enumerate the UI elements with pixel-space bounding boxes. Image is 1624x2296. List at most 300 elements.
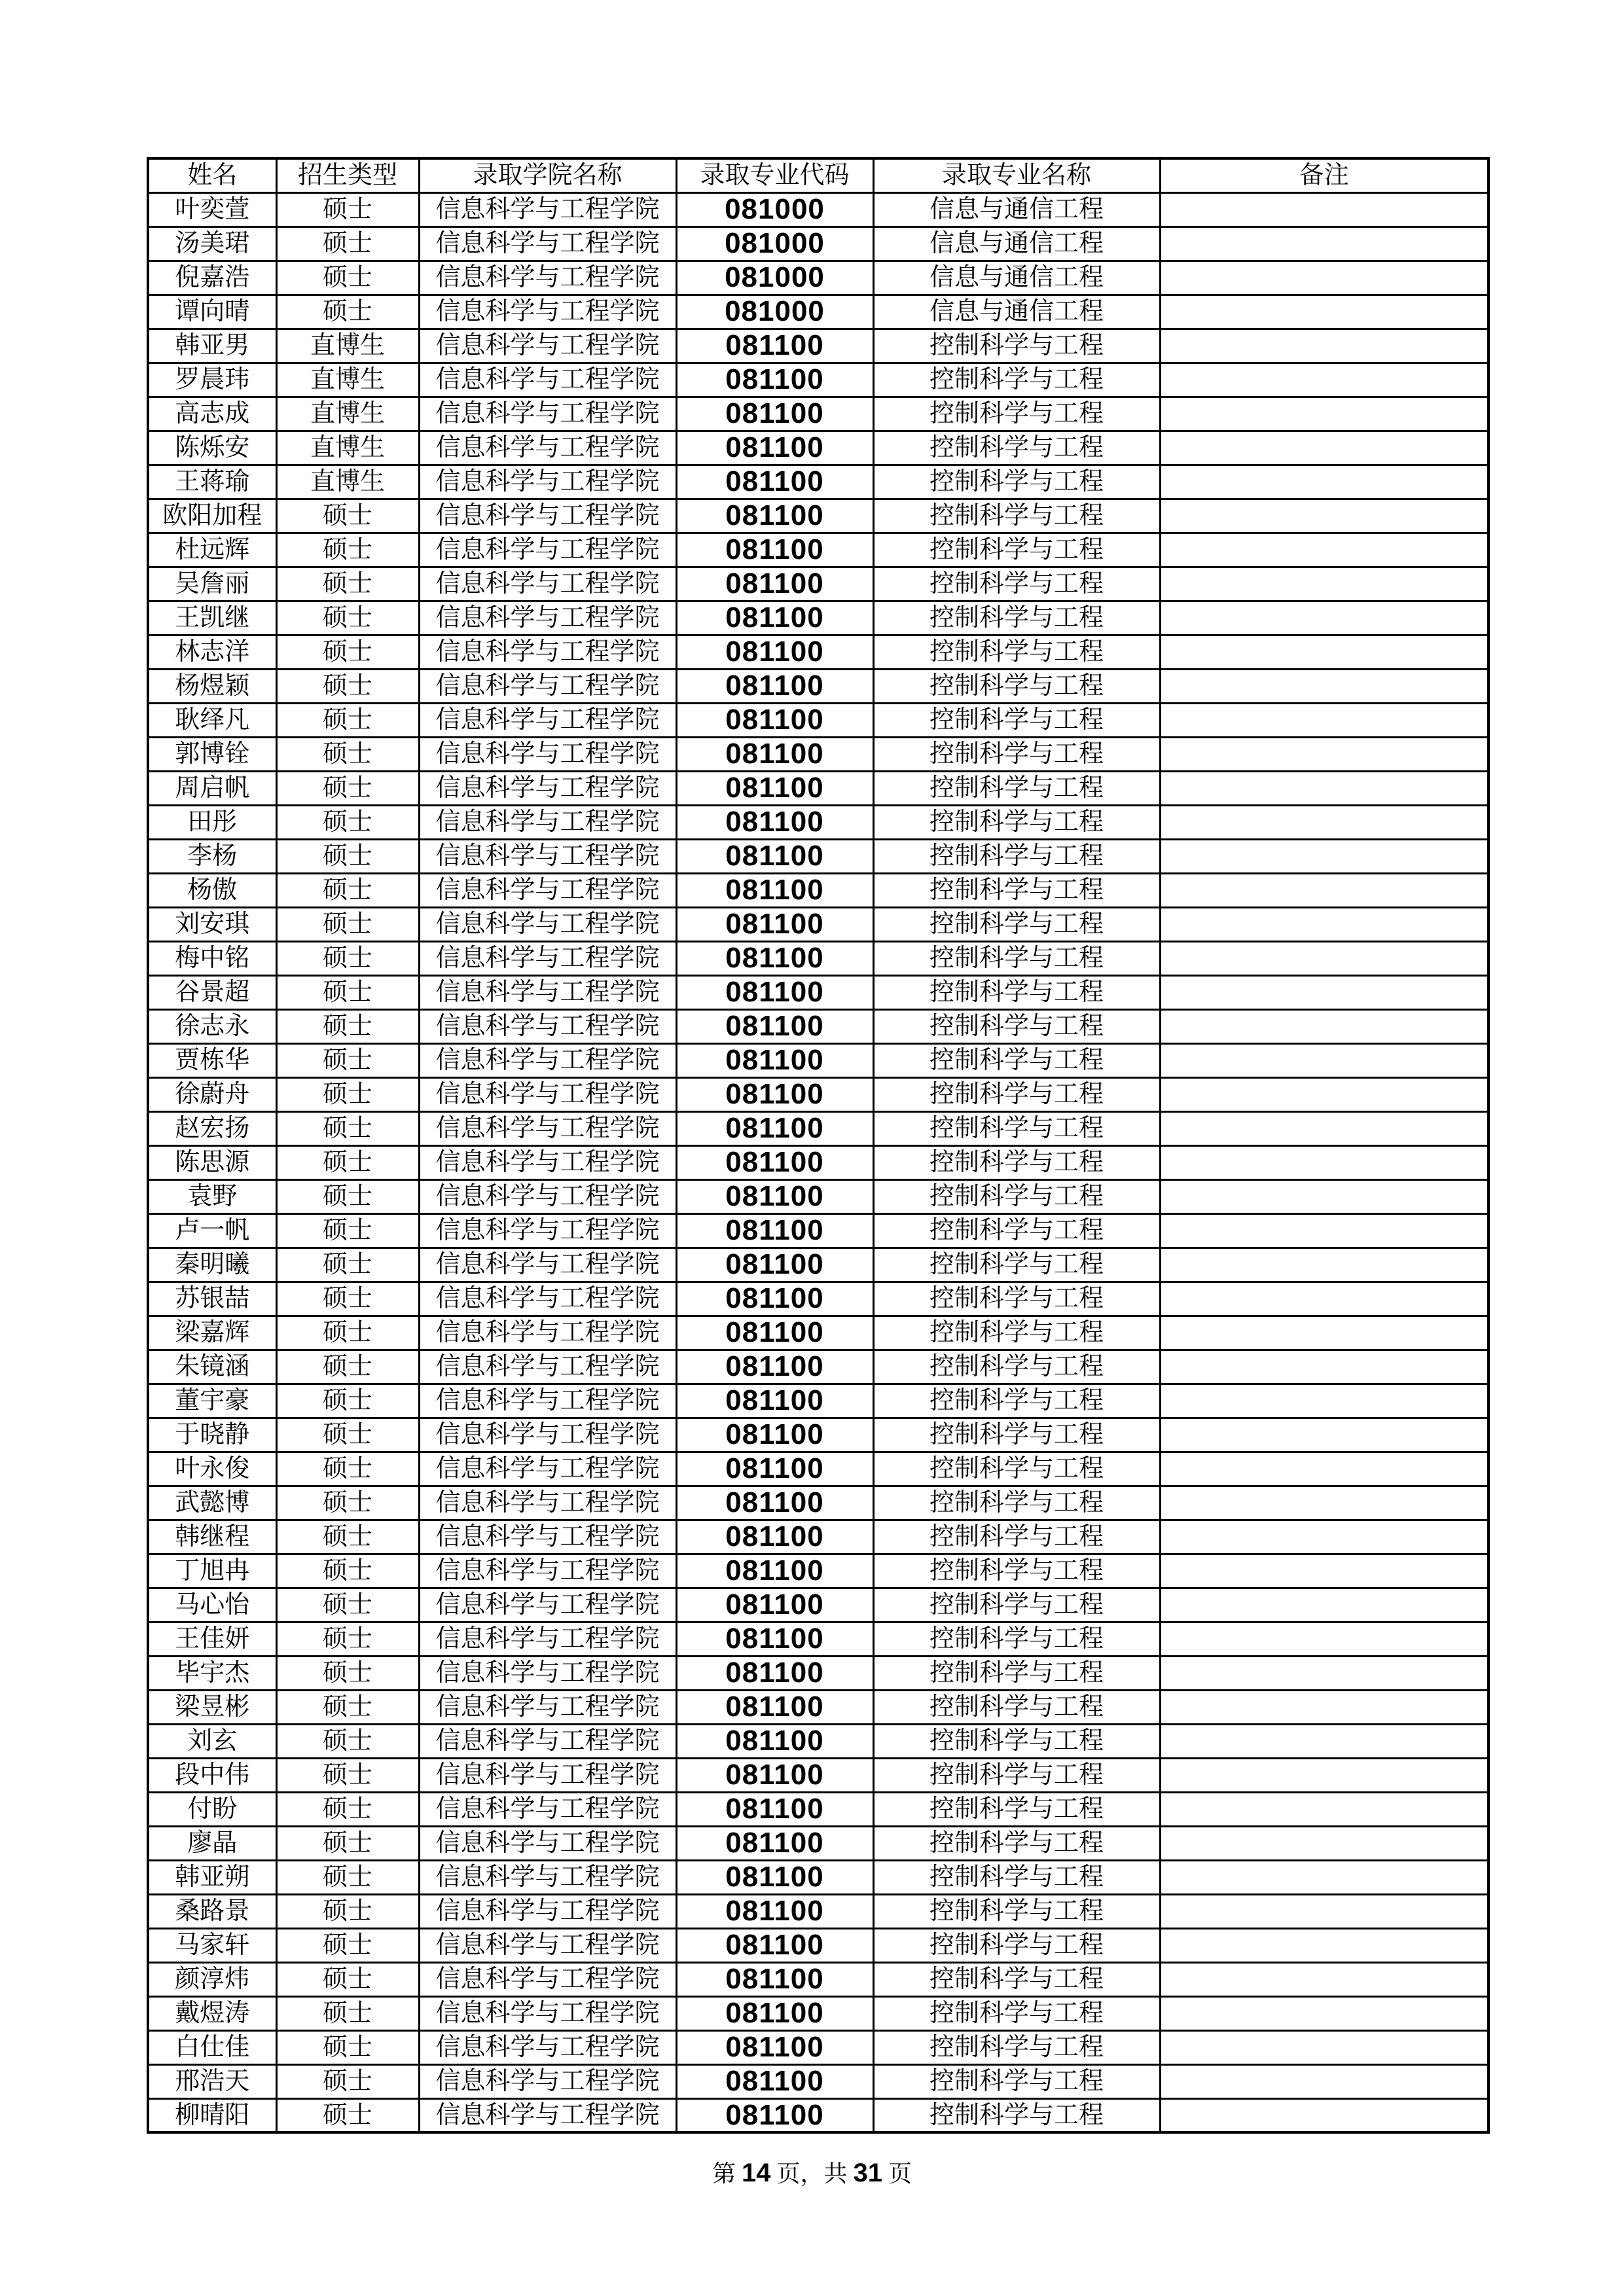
remarks-cell <box>1160 1656 1489 1690</box>
name-cell: 谭向晴 <box>148 295 276 329</box>
name-cell: 戴煜涛 <box>148 1996 276 2030</box>
table-row <box>148 1350 1489 1384</box>
admission-type-cell: 硕士 <box>276 192 419 226</box>
major-code-cell: 081100 <box>676 397 873 431</box>
table-row <box>148 635 1489 669</box>
admission-type-cell: 硕士 <box>276 941 419 975</box>
table-row <box>148 975 1489 1009</box>
table-row <box>148 737 1489 771</box>
table-row <box>148 2098 1489 2132</box>
name-cell: 袁野 <box>148 1179 276 1213</box>
college-cell: 信息科学与工程学院 <box>419 1826 676 1860</box>
remarks-cell <box>1160 1588 1489 1622</box>
major-code-cell: 081000 <box>676 192 873 226</box>
remarks-cell <box>1160 1145 1489 1179</box>
admission-type-cell: 硕士 <box>276 839 419 873</box>
major-code-cell: 081100 <box>676 2064 873 2098</box>
name-cell: 武懿博 <box>148 1486 276 1520</box>
table-row <box>148 226 1489 260</box>
college-cell: 信息科学与工程学院 <box>419 1316 676 1350</box>
college-cell: 信息科学与工程学院 <box>419 737 676 771</box>
major-name-cell: 控制科学与工程 <box>873 1145 1160 1179</box>
table-row <box>148 703 1489 737</box>
admission-type-cell: 硕士 <box>276 1077 419 1111</box>
major-code-cell: 081000 <box>676 295 873 329</box>
table-row <box>148 533 1489 567</box>
admission-type-cell: 硕士 <box>276 533 419 567</box>
major-code-cell: 081100 <box>676 1111 873 1145</box>
name-cell: 廖晶 <box>148 1826 276 1860</box>
remarks-cell <box>1160 260 1489 295</box>
name-cell: 桑路景 <box>148 1894 276 1928</box>
admission-type-cell: 硕士 <box>276 1554 419 1588</box>
major-name-cell: 控制科学与工程 <box>873 1452 1160 1486</box>
admission-type-cell: 硕士 <box>276 260 419 295</box>
remarks-cell <box>1160 397 1489 431</box>
college-cell: 信息科学与工程学院 <box>419 941 676 975</box>
college-cell: 信息科学与工程学院 <box>419 839 676 873</box>
admission-type-cell: 直博生 <box>276 363 419 397</box>
major-code-cell: 081100 <box>676 669 873 703</box>
remarks-cell <box>1160 363 1489 397</box>
remarks-cell <box>1160 2030 1489 2064</box>
remarks-cell <box>1160 975 1489 1009</box>
name-cell: 杜远辉 <box>148 533 276 567</box>
table-row <box>148 1486 1489 1520</box>
college-cell: 信息科学与工程学院 <box>419 1247 676 1282</box>
admission-type-cell: 硕士 <box>276 635 419 669</box>
admission-type-cell: 硕士 <box>276 1384 419 1418</box>
major-code-cell: 081100 <box>676 431 873 465</box>
table-row <box>148 1860 1489 1894</box>
column-header-major-code: 录取专业代码 <box>676 158 873 192</box>
remarks-cell <box>1160 499 1489 533</box>
admission-type-cell: 硕士 <box>276 2030 419 2064</box>
major-name-cell: 控制科学与工程 <box>873 2098 1160 2132</box>
table-row <box>148 1009 1489 1043</box>
admission-type-cell: 硕士 <box>276 1826 419 1860</box>
table-row <box>148 363 1489 397</box>
table-row <box>148 873 1489 907</box>
remarks-cell <box>1160 1860 1489 1894</box>
table-row <box>148 499 1489 533</box>
major-name-cell: 信息与通信工程 <box>873 260 1160 295</box>
college-cell: 信息科学与工程学院 <box>419 635 676 669</box>
name-cell: 叶奕萱 <box>148 192 276 226</box>
major-name-cell: 控制科学与工程 <box>873 1009 1160 1043</box>
name-cell: 毕宇杰 <box>148 1656 276 1690</box>
major-code-cell: 081100 <box>676 1009 873 1043</box>
admission-type-cell: 硕士 <box>276 975 419 1009</box>
major-code-cell: 081100 <box>676 1077 873 1111</box>
major-name-cell: 控制科学与工程 <box>873 873 1160 907</box>
column-header-remarks: 备注 <box>1160 158 1489 192</box>
major-name-cell: 控制科学与工程 <box>873 1179 1160 1213</box>
college-cell: 信息科学与工程学院 <box>419 1962 676 1996</box>
remarks-cell <box>1160 1622 1489 1656</box>
major-name-cell: 信息与通信工程 <box>873 226 1160 260</box>
name-cell: 杨煜颖 <box>148 669 276 703</box>
major-code-cell: 081100 <box>676 1043 873 1077</box>
column-header-name: 姓名 <box>148 158 276 192</box>
major-name-cell: 控制科学与工程 <box>873 1247 1160 1282</box>
major-name-cell: 控制科学与工程 <box>873 907 1160 941</box>
admission-type-cell: 硕士 <box>276 1043 419 1077</box>
major-code-cell: 081100 <box>676 465 873 499</box>
major-code-cell: 081100 <box>676 1928 873 1962</box>
table-row <box>148 1826 1489 1860</box>
major-code-cell: 081100 <box>676 1350 873 1384</box>
college-cell: 信息科学与工程学院 <box>419 465 676 499</box>
admission-type-cell: 硕士 <box>276 1996 419 2030</box>
college-cell: 信息科学与工程学院 <box>419 295 676 329</box>
remarks-cell <box>1160 1758 1489 1792</box>
remarks-cell <box>1160 635 1489 669</box>
college-cell: 信息科学与工程学院 <box>419 192 676 226</box>
name-cell: 刘安琪 <box>148 907 276 941</box>
name-cell: 周启帆 <box>148 771 276 805</box>
admission-type-cell: 硕士 <box>276 1724 419 1758</box>
footer-total-pages: 31 <box>853 2159 882 2187</box>
table-row <box>148 1043 1489 1077</box>
major-name-cell: 控制科学与工程 <box>873 499 1160 533</box>
college-cell: 信息科学与工程学院 <box>419 1520 676 1554</box>
major-name-cell: 控制科学与工程 <box>873 397 1160 431</box>
major-name-cell: 控制科学与工程 <box>873 1554 1160 1588</box>
major-name-cell: 控制科学与工程 <box>873 1418 1160 1452</box>
major-name-cell: 控制科学与工程 <box>873 805 1160 839</box>
admission-type-cell: 硕士 <box>276 1452 419 1486</box>
name-cell: 倪嘉浩 <box>148 260 276 295</box>
major-name-cell: 控制科学与工程 <box>873 601 1160 635</box>
major-code-cell: 081100 <box>676 1179 873 1213</box>
admission-type-cell: 硕士 <box>276 873 419 907</box>
college-cell: 信息科学与工程学院 <box>419 260 676 295</box>
remarks-cell <box>1160 1826 1489 1860</box>
major-code-cell: 081100 <box>676 1996 873 2030</box>
college-cell: 信息科学与工程学院 <box>419 1111 676 1145</box>
table-row <box>148 839 1489 873</box>
major-name-cell: 控制科学与工程 <box>873 2030 1160 2064</box>
major-code-cell: 081100 <box>676 601 873 635</box>
table-row <box>148 1077 1489 1111</box>
admission-type-cell: 硕士 <box>276 295 419 329</box>
major-code-cell: 081100 <box>676 873 873 907</box>
college-cell: 信息科学与工程学院 <box>419 1384 676 1418</box>
name-cell: 韩亚朔 <box>148 1860 276 1894</box>
major-name-cell: 控制科学与工程 <box>873 1860 1160 1894</box>
table-row <box>148 1520 1489 1554</box>
major-name-cell: 控制科学与工程 <box>873 1826 1160 1860</box>
column-header-college-name: 录取学院名称 <box>419 158 676 192</box>
college-cell: 信息科学与工程学院 <box>419 397 676 431</box>
major-name-cell: 控制科学与工程 <box>873 1111 1160 1145</box>
major-name-cell: 控制科学与工程 <box>873 1384 1160 1418</box>
remarks-cell <box>1160 941 1489 975</box>
table-row <box>148 1690 1489 1724</box>
table-row <box>148 1282 1489 1316</box>
remarks-cell <box>1160 771 1489 805</box>
admission-type-cell: 硕士 <box>276 1247 419 1282</box>
major-code-cell: 081100 <box>676 703 873 737</box>
remarks-cell <box>1160 1792 1489 1826</box>
college-cell: 信息科学与工程学院 <box>419 1009 676 1043</box>
admission-type-cell: 硕士 <box>276 1622 419 1656</box>
admission-type-cell: 硕士 <box>276 601 419 635</box>
major-code-cell: 081100 <box>676 805 873 839</box>
major-code-cell: 081100 <box>676 1894 873 1928</box>
major-code-cell: 081100 <box>676 1758 873 1792</box>
major-name-cell: 控制科学与工程 <box>873 771 1160 805</box>
name-cell: 林志洋 <box>148 635 276 669</box>
name-cell: 朱镜涵 <box>148 1350 276 1384</box>
major-code-cell: 081100 <box>676 1724 873 1758</box>
admission-type-cell: 直博生 <box>276 397 419 431</box>
table-row <box>148 1145 1489 1179</box>
admission-type-cell: 硕士 <box>276 1213 419 1247</box>
admission-type-cell: 硕士 <box>276 1792 419 1826</box>
name-cell: 韩亚男 <box>148 329 276 363</box>
college-cell: 信息科学与工程学院 <box>419 1179 676 1213</box>
remarks-cell <box>1160 1247 1489 1282</box>
major-name-cell: 控制科学与工程 <box>873 1213 1160 1247</box>
table-row <box>148 1384 1489 1418</box>
major-code-cell: 081100 <box>676 1486 873 1520</box>
major-name-cell: 控制科学与工程 <box>873 1758 1160 1792</box>
footer-text-prefix: 第 <box>712 2161 742 2187</box>
table-row <box>148 941 1489 975</box>
college-cell: 信息科学与工程学院 <box>419 1145 676 1179</box>
page-footer <box>0 2157 1624 2189</box>
remarks-cell <box>1160 1384 1489 1418</box>
college-cell: 信息科学与工程学院 <box>419 226 676 260</box>
college-cell: 信息科学与工程学院 <box>419 1588 676 1622</box>
name-cell: 罗晨玮 <box>148 363 276 397</box>
major-code-cell: 081100 <box>676 2030 873 2064</box>
major-name-cell: 控制科学与工程 <box>873 1622 1160 1656</box>
column-header-admission-type: 招生类型 <box>276 158 419 192</box>
remarks-cell <box>1160 1418 1489 1452</box>
table-row <box>148 1179 1489 1213</box>
major-code-cell: 081100 <box>676 1860 873 1894</box>
college-cell: 信息科学与工程学院 <box>419 771 676 805</box>
major-code-cell: 081100 <box>676 2098 873 2132</box>
admission-type-cell: 直博生 <box>276 431 419 465</box>
college-cell: 信息科学与工程学院 <box>419 2098 676 2132</box>
major-code-cell: 081100 <box>676 839 873 873</box>
footer-text-middle: 页，共 <box>770 2161 854 2187</box>
table-row <box>148 1213 1489 1247</box>
college-cell: 信息科学与工程学院 <box>419 1282 676 1316</box>
name-cell: 丁旭冉 <box>148 1554 276 1588</box>
name-cell: 柳晴阳 <box>148 2098 276 2132</box>
major-code-cell: 081100 <box>676 941 873 975</box>
major-code-cell: 081100 <box>676 1962 873 1996</box>
name-cell: 刘玄 <box>148 1724 276 1758</box>
table-row <box>148 669 1489 703</box>
major-name-cell: 控制科学与工程 <box>873 465 1160 499</box>
name-cell: 贾栋华 <box>148 1043 276 1077</box>
table-row <box>148 1452 1489 1486</box>
college-cell: 信息科学与工程学院 <box>419 1622 676 1656</box>
major-name-cell: 控制科学与工程 <box>873 1656 1160 1690</box>
major-name-cell: 控制科学与工程 <box>873 533 1160 567</box>
admission-type-cell: 硕士 <box>276 2098 419 2132</box>
major-code-cell: 081100 <box>676 329 873 363</box>
college-cell: 信息科学与工程学院 <box>419 1792 676 1826</box>
major-name-cell: 控制科学与工程 <box>873 1928 1160 1962</box>
table-row <box>148 1554 1489 1588</box>
college-cell: 信息科学与工程学院 <box>419 499 676 533</box>
major-code-cell: 081100 <box>676 1213 873 1247</box>
remarks-cell <box>1160 2064 1489 2098</box>
college-cell: 信息科学与工程学院 <box>419 1996 676 2030</box>
table-row <box>148 1792 1489 1826</box>
major-code-cell: 081100 <box>676 1418 873 1452</box>
table-row <box>148 1724 1489 1758</box>
admission-type-cell: 硕士 <box>276 703 419 737</box>
table-row <box>148 1656 1489 1690</box>
name-cell: 秦明曦 <box>148 1247 276 1282</box>
table-row <box>148 1622 1489 1656</box>
major-name-cell: 控制科学与工程 <box>873 737 1160 771</box>
college-cell: 信息科学与工程学院 <box>419 431 676 465</box>
major-code-cell: 081100 <box>676 1588 873 1622</box>
remarks-cell <box>1160 1486 1489 1520</box>
college-cell: 信息科学与工程学院 <box>419 567 676 601</box>
name-cell: 王佳妍 <box>148 1622 276 1656</box>
admission-type-cell: 硕士 <box>276 1111 419 1145</box>
remarks-cell <box>1160 1996 1489 2030</box>
name-cell: 徐蔚舟 <box>148 1077 276 1111</box>
admission-type-cell: 硕士 <box>276 567 419 601</box>
remarks-cell <box>1160 226 1489 260</box>
table-row <box>148 1316 1489 1350</box>
major-code-cell: 081100 <box>676 1656 873 1690</box>
major-name-cell: 控制科学与工程 <box>873 1690 1160 1724</box>
major-code-cell: 081100 <box>676 567 873 601</box>
remarks-cell <box>1160 1077 1489 1111</box>
table-row <box>148 295 1489 329</box>
major-name-cell: 控制科学与工程 <box>873 1350 1160 1384</box>
college-cell: 信息科学与工程学院 <box>419 2064 676 2098</box>
remarks-cell <box>1160 737 1489 771</box>
college-cell: 信息科学与工程学院 <box>419 1043 676 1077</box>
major-name-cell: 控制科学与工程 <box>873 1962 1160 1996</box>
college-cell: 信息科学与工程学院 <box>419 1077 676 1111</box>
admission-type-cell: 硕士 <box>276 2064 419 2098</box>
name-cell: 付盼 <box>148 1792 276 1826</box>
admission-type-cell: 硕士 <box>276 1350 419 1384</box>
name-cell: 韩继程 <box>148 1520 276 1554</box>
major-code-cell: 081100 <box>676 1792 873 1826</box>
major-name-cell: 控制科学与工程 <box>873 1486 1160 1520</box>
admission-list-table <box>147 157 1490 2134</box>
major-name-cell: 控制科学与工程 <box>873 1792 1160 1826</box>
table-row <box>148 1928 1489 1962</box>
remarks-cell <box>1160 873 1489 907</box>
name-cell: 汤美珺 <box>148 226 276 260</box>
table-row <box>148 1418 1489 1452</box>
remarks-cell <box>1160 533 1489 567</box>
major-code-cell: 081100 <box>676 363 873 397</box>
table-row <box>148 1111 1489 1145</box>
admission-type-cell: 硕士 <box>276 499 419 533</box>
college-cell: 信息科学与工程学院 <box>419 1452 676 1486</box>
remarks-cell <box>1160 1962 1489 1996</box>
major-code-cell: 081100 <box>676 499 873 533</box>
college-cell: 信息科学与工程学院 <box>419 1758 676 1792</box>
name-cell: 赵宏扬 <box>148 1111 276 1145</box>
admission-type-cell: 硕士 <box>276 1486 419 1520</box>
college-cell: 信息科学与工程学院 <box>419 1213 676 1247</box>
name-cell: 郭博铨 <box>148 737 276 771</box>
college-cell: 信息科学与工程学院 <box>419 1690 676 1724</box>
admission-type-cell: 硕士 <box>276 1520 419 1554</box>
college-cell: 信息科学与工程学院 <box>419 601 676 635</box>
name-cell: 马心怡 <box>148 1588 276 1622</box>
major-name-cell: 控制科学与工程 <box>873 329 1160 363</box>
footer-page-number: 14 <box>741 2159 771 2187</box>
table-row <box>148 567 1489 601</box>
name-cell: 卢一帆 <box>148 1213 276 1247</box>
admission-type-cell: 硕士 <box>276 907 419 941</box>
major-name-cell: 控制科学与工程 <box>873 703 1160 737</box>
remarks-cell <box>1160 1043 1489 1077</box>
major-name-cell: 控制科学与工程 <box>873 975 1160 1009</box>
college-cell: 信息科学与工程学院 <box>419 873 676 907</box>
major-code-cell: 081100 <box>676 533 873 567</box>
college-cell: 信息科学与工程学院 <box>419 2030 676 2064</box>
table-row <box>148 2030 1489 2064</box>
major-code-cell: 081000 <box>676 226 873 260</box>
name-cell: 耿绎凡 <box>148 703 276 737</box>
remarks-cell <box>1160 907 1489 941</box>
table-row <box>148 1758 1489 1792</box>
remarks-cell <box>1160 1009 1489 1043</box>
name-cell: 高志成 <box>148 397 276 431</box>
name-cell: 陈思源 <box>148 1145 276 1179</box>
major-name-cell: 控制科学与工程 <box>873 1316 1160 1350</box>
major-name-cell: 控制科学与工程 <box>873 1996 1160 2030</box>
remarks-cell <box>1160 1350 1489 1384</box>
admission-type-cell: 硕士 <box>276 737 419 771</box>
admission-type-cell: 硕士 <box>276 1145 419 1179</box>
major-name-cell: 控制科学与工程 <box>873 1520 1160 1554</box>
footer-text-suffix: 页 <box>882 2161 912 2187</box>
college-cell: 信息科学与工程学院 <box>419 1860 676 1894</box>
remarks-cell <box>1160 1316 1489 1350</box>
major-name-cell: 控制科学与工程 <box>873 1282 1160 1316</box>
name-cell: 王蒋瑜 <box>148 465 276 499</box>
remarks-cell <box>1160 1928 1489 1962</box>
admission-type-cell: 硕士 <box>276 1962 419 1996</box>
major-name-cell: 控制科学与工程 <box>873 1043 1160 1077</box>
name-cell: 叶永俊 <box>148 1452 276 1486</box>
admission-type-cell: 硕士 <box>276 771 419 805</box>
major-code-cell: 081100 <box>676 1282 873 1316</box>
admission-type-cell: 硕士 <box>276 1179 419 1213</box>
college-cell: 信息科学与工程学院 <box>419 703 676 737</box>
table-row <box>148 397 1489 431</box>
admission-type-cell: 硕士 <box>276 1928 419 1962</box>
remarks-cell <box>1160 2098 1489 2132</box>
name-cell: 陈烁安 <box>148 431 276 465</box>
table-row <box>148 329 1489 363</box>
remarks-cell <box>1160 1894 1489 1928</box>
name-cell: 梁昱彬 <box>148 1690 276 1724</box>
major-code-cell: 081100 <box>676 907 873 941</box>
